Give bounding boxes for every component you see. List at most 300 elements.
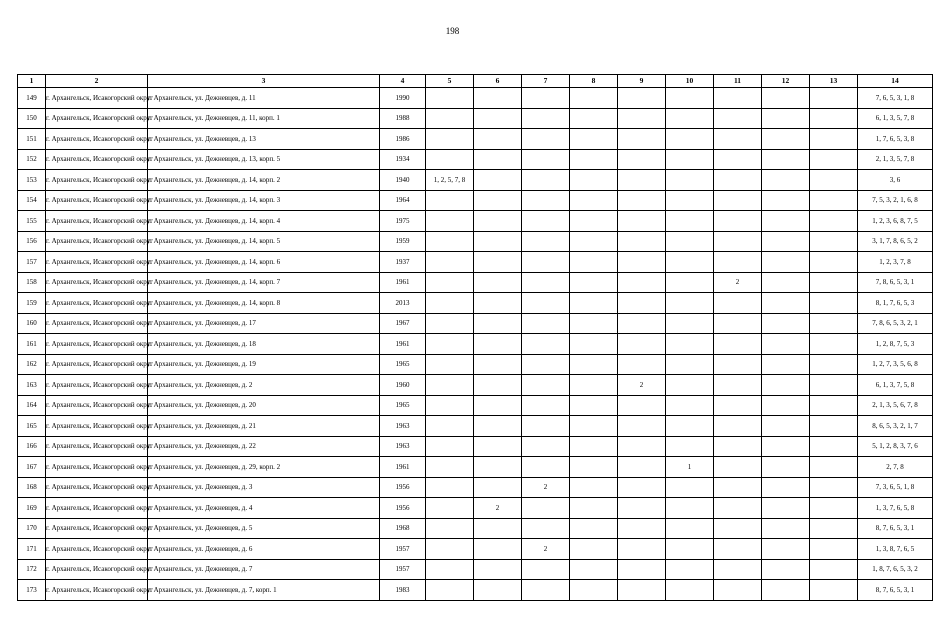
- table-row: [18, 580, 933, 601]
- column-header: 13: [810, 75, 858, 88]
- col11-cell: [714, 498, 762, 519]
- col12-cell: [762, 149, 810, 170]
- col12-cell: [762, 190, 810, 211]
- year-cell: 1968: [380, 518, 426, 539]
- col14-cell: 8, 7, 6, 5, 3, 1: [858, 580, 933, 601]
- col8-cell: [570, 334, 618, 355]
- address-cell: г. Архангельск, ул. Дежневцев, д. 14, корп. 6: [148, 252, 380, 273]
- col7-cell: [522, 108, 570, 129]
- col9-cell: [618, 129, 666, 150]
- col10-cell: [666, 231, 714, 252]
- col10-cell: [666, 190, 714, 211]
- col10-cell: [666, 149, 714, 170]
- col11-cell: [714, 539, 762, 560]
- col12-cell: [762, 477, 810, 498]
- col5-cell: [426, 477, 474, 498]
- table-body: [18, 88, 933, 601]
- col11-cell: [714, 190, 762, 211]
- address-cell: г. Архангельск, ул. Дежневцев, д. 14, корп. 5: [148, 231, 380, 252]
- page-number: 198: [445, 26, 460, 36]
- col9-cell: [618, 252, 666, 273]
- col13-cell: [810, 170, 858, 191]
- col8-cell: [570, 559, 618, 580]
- col13-cell: [810, 375, 858, 396]
- col13-cell: [810, 129, 858, 150]
- col9-cell: 2: [618, 375, 666, 396]
- col12-cell: [762, 334, 810, 355]
- column-header: 8: [570, 75, 618, 88]
- address-cell: г. Архангельск, ул. Дежневцев, д. 22: [148, 436, 380, 457]
- col5-cell: [426, 190, 474, 211]
- col5-cell: [426, 539, 474, 560]
- col5-cell: [426, 457, 474, 478]
- col11-cell: [714, 395, 762, 416]
- col12-cell: [762, 211, 810, 232]
- col7-cell: [522, 190, 570, 211]
- year-cell: 2013: [380, 293, 426, 314]
- col11-cell: [714, 457, 762, 478]
- table-row: [18, 190, 933, 211]
- col9-cell: [618, 354, 666, 375]
- address-cell: г. Архангельск, ул. Дежневцев, д. 4: [148, 498, 380, 519]
- col13-cell: [810, 252, 858, 273]
- col14-cell: 8, 7, 6, 5, 3, 1: [858, 518, 933, 539]
- col6-cell: [474, 211, 522, 232]
- col10-cell: [666, 518, 714, 539]
- col14-cell: 7, 8, 6, 5, 3, 1: [858, 272, 933, 293]
- table-row: [18, 354, 933, 375]
- col13-cell: [810, 395, 858, 416]
- col14-cell: 7, 6, 5, 3, 1, 8: [858, 88, 933, 109]
- col7-cell: [522, 231, 570, 252]
- col9-cell: [618, 539, 666, 560]
- col7-cell: [522, 211, 570, 232]
- row-number-cell: 169: [18, 498, 46, 519]
- col10-cell: [666, 539, 714, 560]
- col14-cell: 8, 1, 7, 6, 5, 3: [858, 293, 933, 314]
- col11-cell: [714, 354, 762, 375]
- table-row: [18, 416, 933, 437]
- district-cell: г. Архангельск, Исакогорский округ: [46, 518, 148, 539]
- col9-cell: [618, 436, 666, 457]
- col9-cell: [618, 190, 666, 211]
- column-header: 10: [666, 75, 714, 88]
- column-header: 3: [148, 75, 380, 88]
- district-cell: г. Архангельск, Исакогорский округ: [46, 129, 148, 150]
- col6-cell: [474, 539, 522, 560]
- row-number-cell: 166: [18, 436, 46, 457]
- col13-cell: [810, 231, 858, 252]
- table-row: [18, 88, 933, 109]
- col12-cell: [762, 313, 810, 334]
- year-cell: 1957: [380, 559, 426, 580]
- col13-cell: [810, 580, 858, 601]
- table-row: [18, 170, 933, 191]
- col7-cell: [522, 518, 570, 539]
- col14-cell: 1, 2, 7, 3, 5, 6, 8: [858, 354, 933, 375]
- col10-cell: [666, 108, 714, 129]
- col11-cell: [714, 559, 762, 580]
- col7-cell: [522, 354, 570, 375]
- col8-cell: [570, 375, 618, 396]
- col12-cell: [762, 272, 810, 293]
- address-cell: г. Архангельск, ул. Дежневцев, д. 18: [148, 334, 380, 355]
- column-header: 9: [618, 75, 666, 88]
- col5-cell: [426, 518, 474, 539]
- col9-cell: [618, 580, 666, 601]
- col8-cell: [570, 498, 618, 519]
- col10-cell: [666, 477, 714, 498]
- col7-cell: [522, 457, 570, 478]
- col6-cell: [474, 375, 522, 396]
- year-cell: 1990: [380, 88, 426, 109]
- col6-cell: [474, 354, 522, 375]
- col6-cell: [474, 457, 522, 478]
- col9-cell: [618, 149, 666, 170]
- col14-cell: 7, 8, 6, 5, 3, 2, 1: [858, 313, 933, 334]
- col7-cell: [522, 149, 570, 170]
- col13-cell: [810, 477, 858, 498]
- col12-cell: [762, 252, 810, 273]
- row-number-cell: 149: [18, 88, 46, 109]
- col11-cell: [714, 293, 762, 314]
- district-cell: г. Архангельск, Исакогорский округ: [46, 375, 148, 396]
- col9-cell: [618, 313, 666, 334]
- table-row: [18, 334, 933, 355]
- col6-cell: [474, 416, 522, 437]
- table-row: [18, 272, 933, 293]
- col13-cell: [810, 539, 858, 560]
- col10-cell: [666, 416, 714, 437]
- table-row: [18, 211, 933, 232]
- district-cell: г. Архангельск, Исакогорский округ: [46, 108, 148, 129]
- address-cell: г. Архангельск, ул. Дежневцев, д. 13, корп. 5: [148, 149, 380, 170]
- district-cell: г. Архангельск, Исакогорский округ: [46, 457, 148, 478]
- col12-cell: [762, 129, 810, 150]
- table-row: [18, 395, 933, 416]
- table-row: [18, 375, 933, 396]
- district-cell: г. Архангельск, Исакогорский округ: [46, 395, 148, 416]
- row-number-cell: 162: [18, 354, 46, 375]
- district-cell: г. Архангельск, Исакогорский округ: [46, 498, 148, 519]
- address-cell: г. Архангельск, ул. Дежневцев, д. 17: [148, 313, 380, 334]
- col5-cell: [426, 375, 474, 396]
- address-cell: г. Архангельск, ул. Дежневцев, д. 7: [148, 559, 380, 580]
- col12-cell: [762, 231, 810, 252]
- col13-cell: [810, 293, 858, 314]
- col14-cell: 5, 1, 2, 8, 3, 7, 6: [858, 436, 933, 457]
- col10-cell: [666, 395, 714, 416]
- address-cell: г. Архангельск, ул. Дежневцев, д. 7, корп. 1: [148, 580, 380, 601]
- col5-cell: 1, 2, 5, 7, 8: [426, 170, 474, 191]
- col8-cell: [570, 129, 618, 150]
- col13-cell: [810, 559, 858, 580]
- district-cell: г. Архангельск, Исакогорский округ: [46, 272, 148, 293]
- col10-cell: [666, 375, 714, 396]
- col5-cell: [426, 108, 474, 129]
- col5-cell: [426, 498, 474, 519]
- col5-cell: [426, 293, 474, 314]
- row-number-cell: 155: [18, 211, 46, 232]
- column-header: 2: [46, 75, 148, 88]
- col9-cell: [618, 170, 666, 191]
- col9-cell: [618, 416, 666, 437]
- col10-cell: 1: [666, 457, 714, 478]
- col14-cell: 1, 8, 7, 6, 5, 3, 2: [858, 559, 933, 580]
- column-header: 7: [522, 75, 570, 88]
- row-number-cell: 164: [18, 395, 46, 416]
- col8-cell: [570, 190, 618, 211]
- col9-cell: [618, 88, 666, 109]
- column-header: 12: [762, 75, 810, 88]
- col7-cell: 2: [522, 539, 570, 560]
- year-cell: 1965: [380, 354, 426, 375]
- col14-cell: 1, 7, 6, 5, 3, 8: [858, 129, 933, 150]
- row-number-cell: 158: [18, 272, 46, 293]
- district-cell: г. Архангельск, Исакогорский округ: [46, 539, 148, 560]
- col14-cell: 7, 5, 3, 2, 1, 6, 8: [858, 190, 933, 211]
- row-number-cell: 160: [18, 313, 46, 334]
- col6-cell: [474, 477, 522, 498]
- address-cell: г. Архангельск, ул. Дежневцев, д. 29, корп. 2: [148, 457, 380, 478]
- table-row: [18, 293, 933, 314]
- col6-cell: [474, 395, 522, 416]
- header-row: [18, 75, 933, 88]
- table-row: [18, 313, 933, 334]
- column-header: 4: [380, 75, 426, 88]
- year-cell: 1956: [380, 498, 426, 519]
- year-cell: 1975: [380, 211, 426, 232]
- col13-cell: [810, 313, 858, 334]
- row-number-cell: 150: [18, 108, 46, 129]
- col6-cell: [474, 170, 522, 191]
- col6-cell: [474, 88, 522, 109]
- col5-cell: [426, 129, 474, 150]
- district-cell: г. Архангельск, Исакогорский округ: [46, 313, 148, 334]
- col12-cell: [762, 375, 810, 396]
- col6-cell: [474, 518, 522, 539]
- col9-cell: [618, 395, 666, 416]
- col6-cell: [474, 559, 522, 580]
- col7-cell: [522, 88, 570, 109]
- col11-cell: [714, 334, 762, 355]
- year-cell: 1960: [380, 375, 426, 396]
- col10-cell: [666, 211, 714, 232]
- col8-cell: [570, 231, 618, 252]
- col12-cell: [762, 457, 810, 478]
- col7-cell: [522, 293, 570, 314]
- year-cell: 1957: [380, 539, 426, 560]
- col14-cell: 7, 3, 6, 5, 1, 8: [858, 477, 933, 498]
- col9-cell: [618, 334, 666, 355]
- year-cell: 1937: [380, 252, 426, 273]
- col14-cell: 3, 6: [858, 170, 933, 191]
- row-number-cell: 154: [18, 190, 46, 211]
- col8-cell: [570, 477, 618, 498]
- col14-cell: 6, 1, 3, 7, 5, 8: [858, 375, 933, 396]
- col14-cell: 2, 1, 3, 5, 7, 8: [858, 149, 933, 170]
- district-cell: г. Архангельск, Исакогорский округ: [46, 559, 148, 580]
- col7-cell: [522, 580, 570, 601]
- address-cell: г. Архангельск, ул. Дежневцев, д. 5: [148, 518, 380, 539]
- address-cell: г. Архангельск, ул. Дежневцев, д. 21: [148, 416, 380, 437]
- col7-cell: [522, 436, 570, 457]
- col6-cell: [474, 580, 522, 601]
- district-cell: г. Архангельск, Исакогорский округ: [46, 231, 148, 252]
- address-cell: г. Архангельск, ул. Дежневцев, д. 3: [148, 477, 380, 498]
- col13-cell: [810, 211, 858, 232]
- col7-cell: [522, 313, 570, 334]
- year-cell: 1964: [380, 190, 426, 211]
- col6-cell: [474, 272, 522, 293]
- col11-cell: [714, 252, 762, 273]
- year-cell: 1963: [380, 416, 426, 437]
- col7-cell: [522, 272, 570, 293]
- col10-cell: [666, 436, 714, 457]
- col10-cell: [666, 88, 714, 109]
- col14-cell: 1, 3, 7, 6, 5, 8: [858, 498, 933, 519]
- col8-cell: [570, 457, 618, 478]
- column-header: 1: [18, 75, 46, 88]
- district-cell: г. Архангельск, Исакогорский округ: [46, 211, 148, 232]
- col6-cell: [474, 190, 522, 211]
- row-number-cell: 156: [18, 231, 46, 252]
- col14-cell: 2, 7, 8: [858, 457, 933, 478]
- col11-cell: [714, 518, 762, 539]
- address-cell: г. Архангельск, ул. Дежневцев, д. 2: [148, 375, 380, 396]
- district-cell: г. Архангельск, Исакогорский округ: [46, 354, 148, 375]
- col5-cell: [426, 395, 474, 416]
- col6-cell: [474, 334, 522, 355]
- district-cell: г. Архангельск, Исакогорский округ: [46, 580, 148, 601]
- col10-cell: [666, 334, 714, 355]
- row-number-cell: 172: [18, 559, 46, 580]
- col5-cell: [426, 580, 474, 601]
- col8-cell: [570, 149, 618, 170]
- col9-cell: [618, 231, 666, 252]
- col12-cell: [762, 539, 810, 560]
- row-number-cell: 171: [18, 539, 46, 560]
- col8-cell: [570, 211, 618, 232]
- col11-cell: [714, 375, 762, 396]
- col13-cell: [810, 498, 858, 519]
- col9-cell: [618, 559, 666, 580]
- col8-cell: [570, 313, 618, 334]
- col12-cell: [762, 436, 810, 457]
- row-number-cell: 152: [18, 149, 46, 170]
- table-row: [18, 539, 933, 560]
- table-row: [18, 129, 933, 150]
- col14-cell: 3, 1, 7, 8, 6, 5, 2: [858, 231, 933, 252]
- col11-cell: [714, 436, 762, 457]
- col8-cell: [570, 108, 618, 129]
- table-row: [18, 108, 933, 129]
- col6-cell: [474, 252, 522, 273]
- col10-cell: [666, 272, 714, 293]
- col8-cell: [570, 395, 618, 416]
- col8-cell: [570, 88, 618, 109]
- address-cell: г. Архангельск, ул. Дежневцев, д. 14, корп. 4: [148, 211, 380, 232]
- col14-cell: 2, 1, 3, 5, 6, 7, 8: [858, 395, 933, 416]
- table-row: [18, 231, 933, 252]
- col9-cell: [618, 272, 666, 293]
- col12-cell: [762, 108, 810, 129]
- col14-cell: 8, 6, 5, 3, 2, 1, 7: [858, 416, 933, 437]
- row-number-cell: 167: [18, 457, 46, 478]
- year-cell: 1934: [380, 149, 426, 170]
- col14-cell: 1, 2, 3, 7, 8: [858, 252, 933, 273]
- address-cell: г. Архангельск, ул. Дежневцев, д. 14, корп. 8: [148, 293, 380, 314]
- table-row: [18, 498, 933, 519]
- col7-cell: [522, 375, 570, 396]
- col7-cell: [522, 395, 570, 416]
- col12-cell: [762, 88, 810, 109]
- col13-cell: [810, 518, 858, 539]
- housing-register-table: [17, 74, 933, 601]
- col7-cell: [522, 498, 570, 519]
- col13-cell: [810, 457, 858, 478]
- row-number-cell: 165: [18, 416, 46, 437]
- col5-cell: [426, 416, 474, 437]
- year-cell: 1959: [380, 231, 426, 252]
- col13-cell: [810, 149, 858, 170]
- year-cell: 1940: [380, 170, 426, 191]
- col11-cell: [714, 231, 762, 252]
- col12-cell: [762, 416, 810, 437]
- col5-cell: [426, 559, 474, 580]
- table-row: [18, 149, 933, 170]
- year-cell: 1986: [380, 129, 426, 150]
- col12-cell: [762, 170, 810, 191]
- col11-cell: 2: [714, 272, 762, 293]
- col10-cell: [666, 313, 714, 334]
- district-cell: г. Архангельск, Исакогорский округ: [46, 477, 148, 498]
- year-cell: 1963: [380, 436, 426, 457]
- col7-cell: [522, 252, 570, 273]
- year-cell: 1961: [380, 457, 426, 478]
- col8-cell: [570, 293, 618, 314]
- address-cell: г. Архангельск, ул. Дежневцев, д. 14, корп. 3: [148, 190, 380, 211]
- col12-cell: [762, 518, 810, 539]
- col6-cell: [474, 108, 522, 129]
- col8-cell: [570, 518, 618, 539]
- col14-cell: 1, 3, 8, 7, 6, 5: [858, 539, 933, 560]
- col8-cell: [570, 170, 618, 191]
- district-cell: г. Архангельск, Исакогорский округ: [46, 190, 148, 211]
- column-header: 14: [858, 75, 933, 88]
- col10-cell: [666, 580, 714, 601]
- district-cell: г. Архангельск, Исакогорский округ: [46, 252, 148, 273]
- address-cell: г. Архангельск, ул. Дежневцев, д. 19: [148, 354, 380, 375]
- table-row: [18, 559, 933, 580]
- col5-cell: [426, 436, 474, 457]
- col8-cell: [570, 252, 618, 273]
- col5-cell: [426, 211, 474, 232]
- col13-cell: [810, 88, 858, 109]
- col13-cell: [810, 272, 858, 293]
- col10-cell: [666, 293, 714, 314]
- col14-cell: 1, 2, 8, 7, 5, 3: [858, 334, 933, 355]
- row-number-cell: 168: [18, 477, 46, 498]
- col13-cell: [810, 108, 858, 129]
- col6-cell: [474, 293, 522, 314]
- address-cell: г. Архангельск, ул. Дежневцев, д. 14, корп. 2: [148, 170, 380, 191]
- col10-cell: [666, 252, 714, 273]
- row-number-cell: 163: [18, 375, 46, 396]
- col9-cell: [618, 293, 666, 314]
- col6-cell: [474, 129, 522, 150]
- col11-cell: [714, 88, 762, 109]
